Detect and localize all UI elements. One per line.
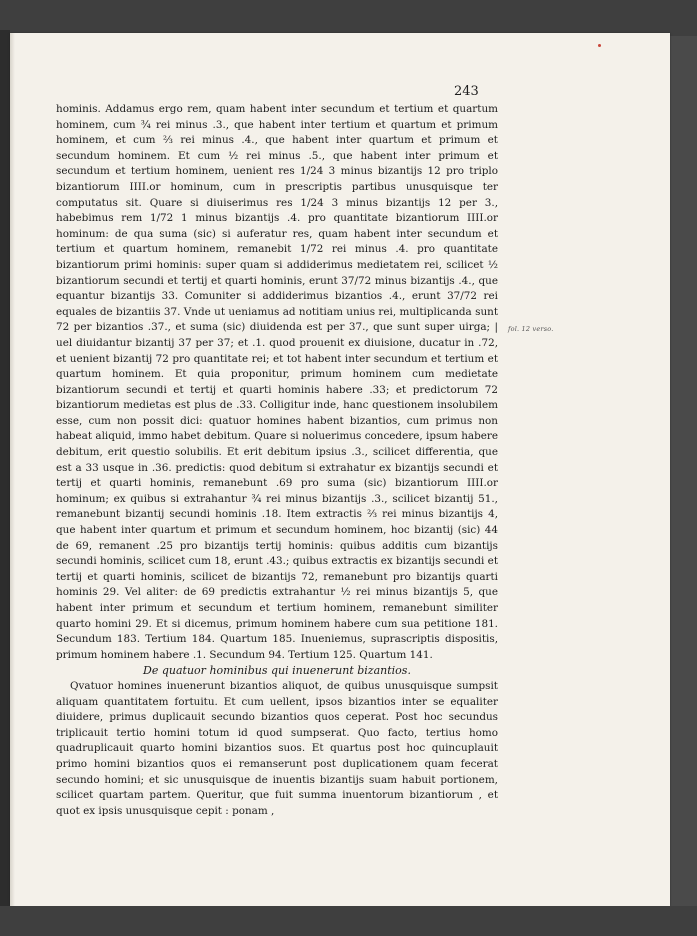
section-heading: De quatuor hominibus qui inuenerunt bizantios. — [143, 664, 411, 678]
page-number: 243 — [454, 84, 479, 99]
page-gutter-shadow — [10, 33, 15, 906]
main-text — [56, 102, 498, 819]
paragraph-solution: hominis. Addamus ergo rem, quam habent inter secundum et tertium et quartum hominem, cum ¾ rei minus .3., que habent inter tertium et quartum et primum hominem, et cum ⅔ rei minus .4., que habent inter quartum et primum et secundum hominem. Et cum ½ rei minus .5., que habent inter primum et secundum et tertium hominem, uenient res 1/24 3 minus bizantijs 12 pro triplo bizantiorum IIII.or hominum, cum in prescriptis partibus unusquisque ter computatus sit. Quare si diuiserimus res 1/24 3 minus bizantijs 12 per 3., habebimus rem 1/72 1 minus bizantijs .4. pro quantitate bizantiorum IIII.or hominum: de qua suma (sic) si auferatur res, quam habent inter secundum et tertium et quartum hominem, remanebit 1/72 rei minus .4. pro quantitate bizantiorum primi hominis: super quam si addiderimus medietatem rei, scilicet ½ bizantiorum secundi et tertij et quarti hominis, erunt 37/72 minus bizantijs .4., que equantur bizantijs 33. Comuniter si addiderimus bizantios .4., erunt 37/72 rei equales de bizantiis 37. Vnde ut ueniamus ad notitiam unius rei, multiplicanda sunt 72 per bizantios .37., et suma (sic) diuidenda est per 37., que sunt super uirga; | uel diuidantur bizantij 37 per 37; et .1. quod prouenit ex diuisione, ducatur in .72, et uenient bizantij 72 pro quantitate rei; et tot habent inter secundum et tertium et quartum hominem. Et quia proponitur, primum hominem cum medietate bizantiorum secundi et tertij et quarti hominis habere .33; et predictorum 72 bizantiorum medietas est plus de .33. Colligitur inde, hanc questionem insolubilem esse, cum non possit dici: quatuor homines habent bizantios, cum primus non habeat aliquid, immo habet debitum. Quare si noluerimus concedere, ipsum habere debitum, erit questio solubilis. Et erit debitum ipsius .3., scilicet differentia, que est a 33 usque in .36. predictis: quod debitum si extrahatur ex bizantijs secundi et tertij et quarti hominis, remanebunt .69 pro suma (sic) bizantiorum IIII.or hominum; ex quibus si extrahantur ¾ rei minus bizantijs .3., scilicet bizantij 51., remanebunt bizantij secundi hominis .18. Item extractis ⅔ rei minus bizantijs 4, que habent inter quartum et primum et secundum hominem, hoc bizantij (sic) 44 de 69, remanent .25 pro bizantijs tertij hominis: quibus additis cum bizantijs secundi hominis, scilicet cum 18, erunt .43.; quibus extractis ex bizantijs secundi et tertij et quarti hominis, scilicet de bizantijs 72, remanebunt pro bizantijs quarti hominis 29. Vel aliter: de 69 predictis extrahantur ½ rei minus bizantijs 5, que habent inter primum et secundum et tertium hominem, remanebunt similiter quarto homini 29. Et si dicemus, primum hominem habere cum sua petitione 181. Secundum 183. Tertium 184. Quartum 185. Inueniemus, suprascriptis dispositis, primum hominem habere .1. Secundum 94. Tertium 125. Quartum 141. — [56, 103, 498, 661]
margin-folio-note: fol. 12 verso. — [508, 325, 554, 333]
paragraph-problem: Qvatuor homines inuenerunt bizantios aliquot, de quibus unusquisque sumpsit aliquam quantitatem fortuitu. Et cum uellent, ipsos bizantios inter se equaliter diuidere, primus duplicauit secundo bizantios quos ceperat. Post hoc secundus triplicauit tertio homini totum id quod sumpserat. Quo facto, tertius homo quadruplicauit quarto homini bizantios suos. Et quartus post hoc quincuplauit primo homini bizantios quos ei remanserunt post duplicationem quam fecerat secundo homini; et sic unusquisque de inuentis bizantijs suam habuit portionem, scilicet quartam partem. Queritur, que fuit summa inuentorum bizantiorum , et quot ex ipsis unusquisque cepit : ponam , — [56, 679, 498, 817]
scan-background-bottom — [0, 906, 697, 936]
scan-background-top — [0, 0, 697, 36]
paper-speck — [598, 44, 601, 47]
book-spine-edge — [0, 30, 10, 910]
